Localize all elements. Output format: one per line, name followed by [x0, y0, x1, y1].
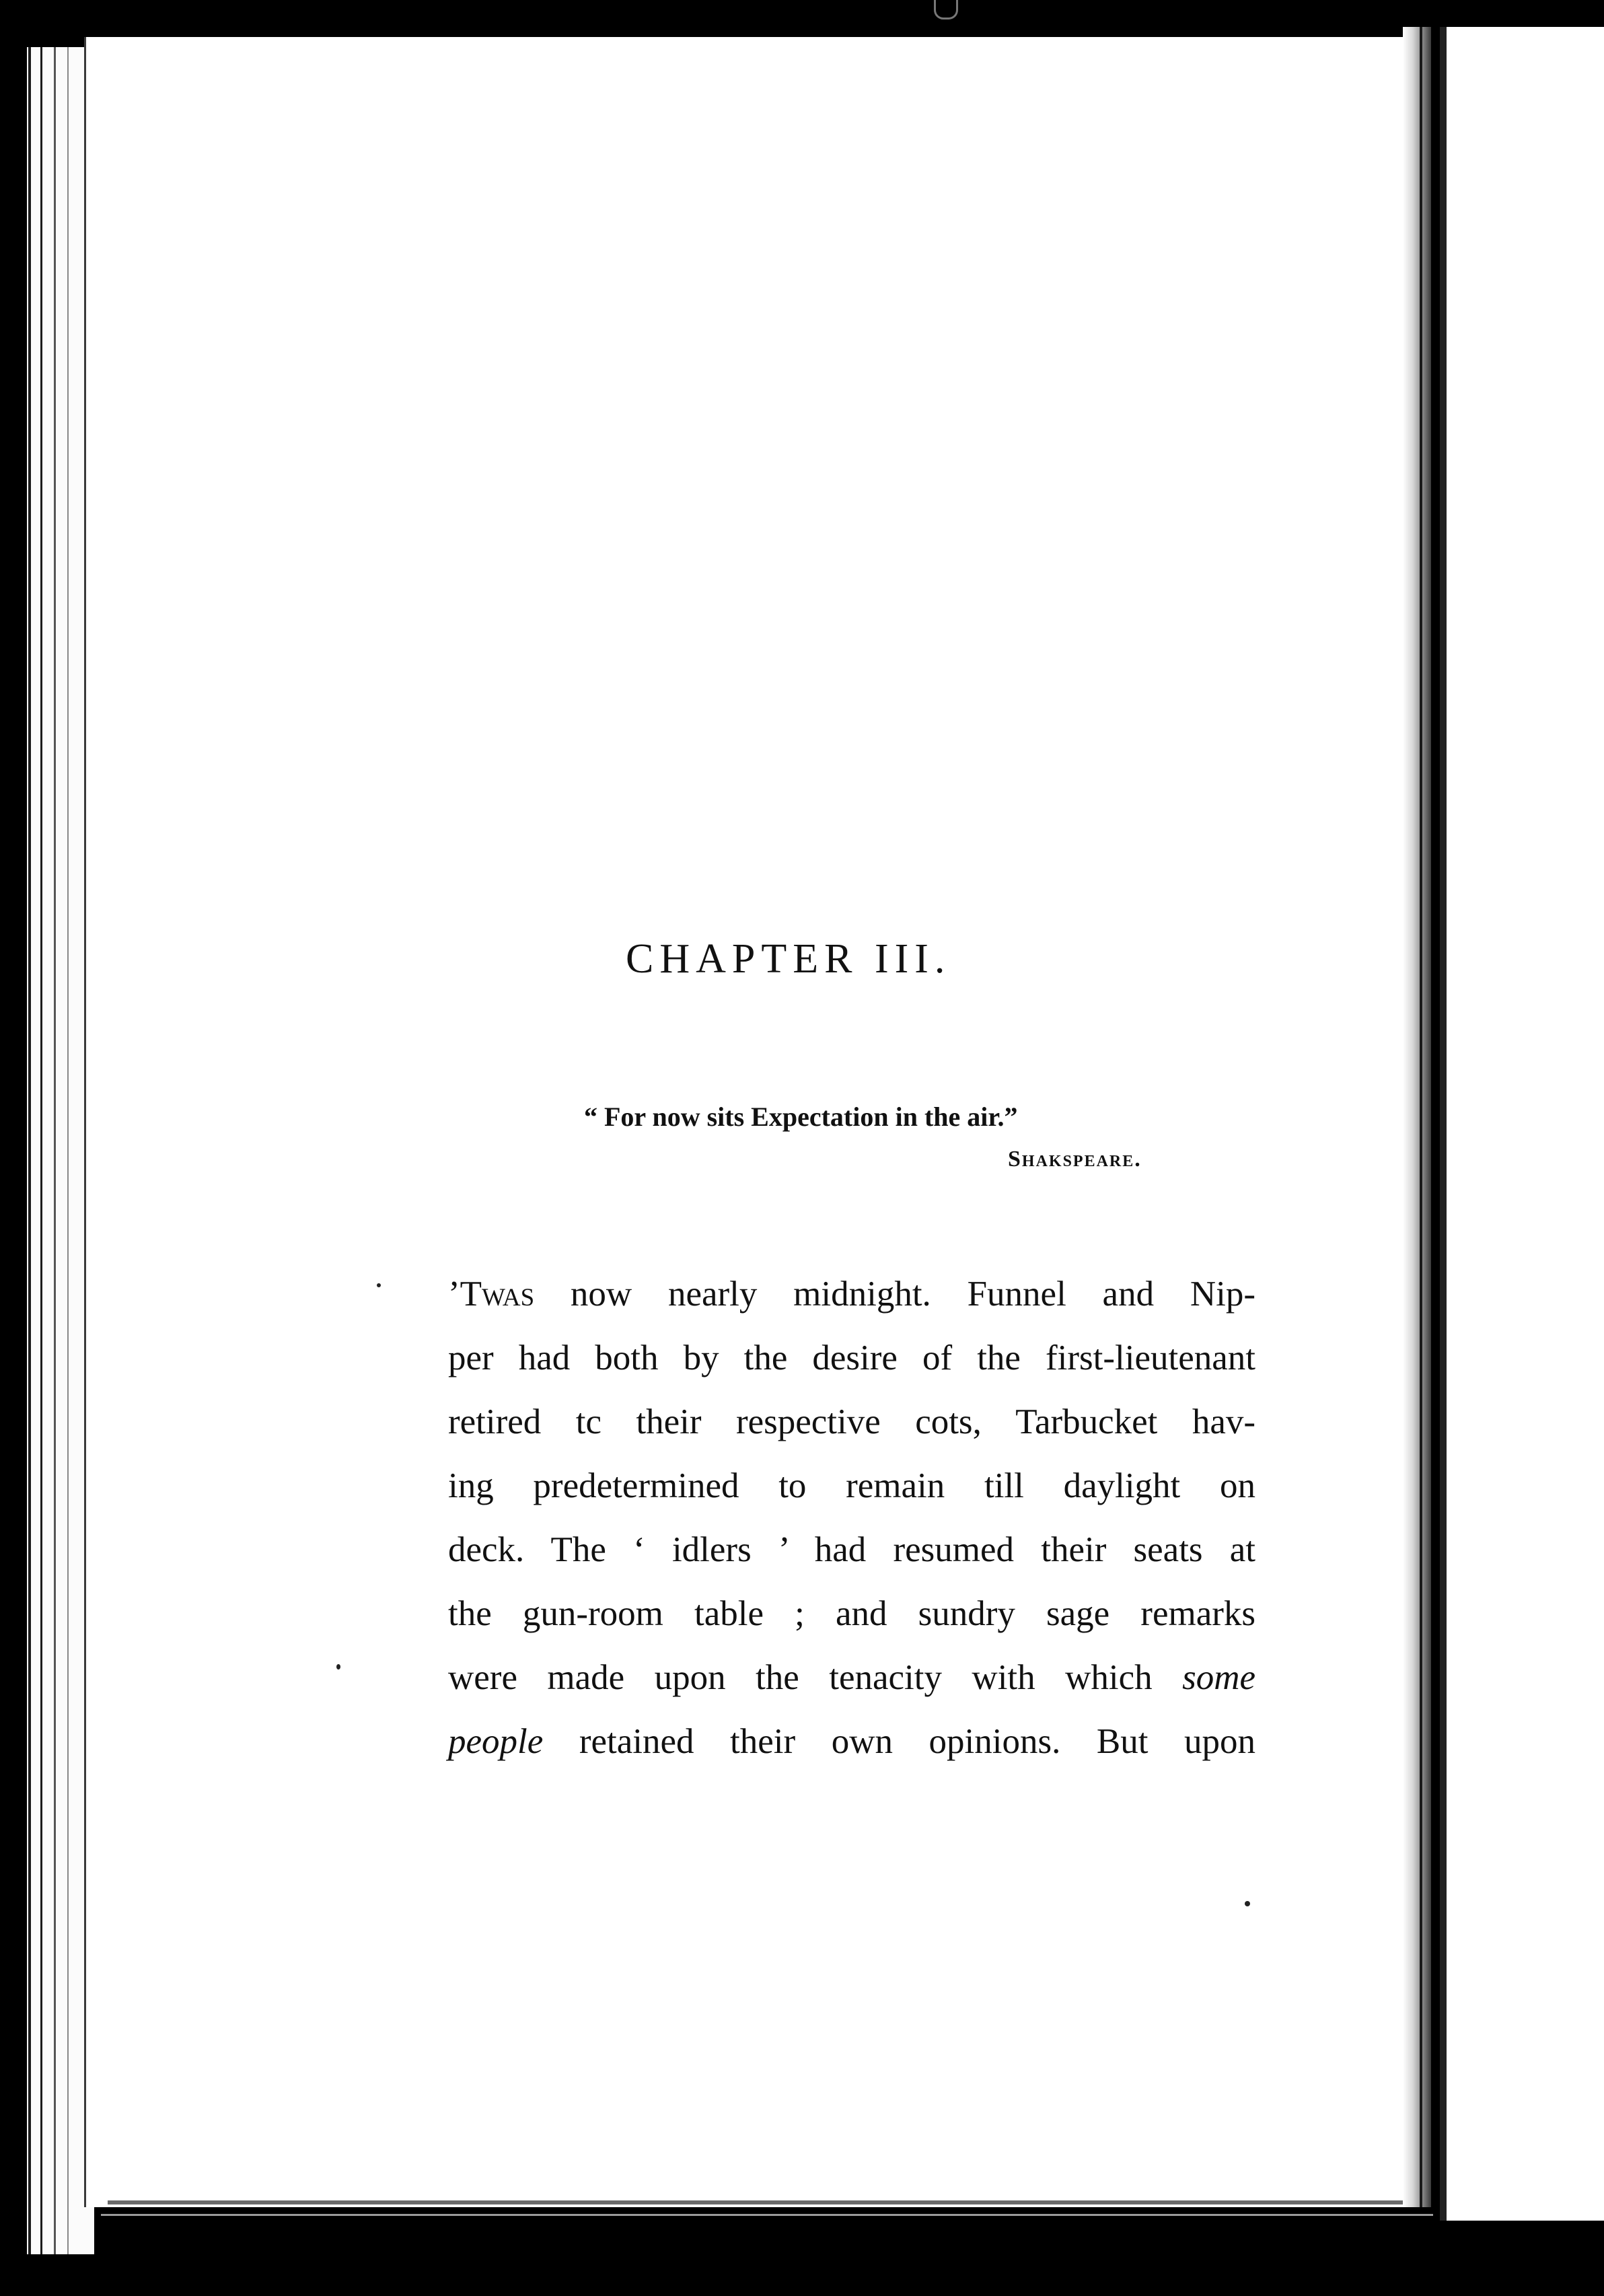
line-text: retained their own opinions. But upon	[543, 1722, 1255, 1761]
text-line: the gun-room table ; and sundry sage remarks	[448, 1594, 1255, 1633]
epigraph-quote: “ For now sits Expectation in the air.”	[584, 1102, 1018, 1132]
text-line: ing predetermined to remain till daylight on	[448, 1466, 1255, 1505]
epigraph-attribution: Shakspeare.	[1008, 1147, 1142, 1172]
opening-word: ’Twas	[448, 1275, 535, 1314]
line-text: now nearly midnight. Funnel and Nip-	[534, 1275, 1255, 1314]
book-spine-shadow	[1403, 27, 1431, 2207]
paper-speck	[377, 1283, 381, 1287]
next-page-edge	[1440, 27, 1447, 2221]
line-text: were made upon the tenacity with which	[448, 1658, 1183, 1697]
text-line	[448, 1721, 1255, 1785]
chapter-title: CHAPTER III.	[626, 936, 951, 982]
page-stack-line	[67, 47, 69, 2254]
facing-page	[1447, 27, 1604, 2221]
text-line	[448, 1657, 1255, 1721]
binding-mark	[934, 0, 958, 20]
body-paragraph	[448, 1274, 1255, 1785]
page-bottom-edge	[101, 2214, 1433, 2216]
text-line: retired tc their respective cots, Tarbucket hav-	[448, 1402, 1255, 1441]
paper-speck	[336, 1664, 340, 1670]
page-stack-line	[54, 47, 56, 2254]
emphasized-word: some	[1182, 1658, 1255, 1697]
text-line: deck. The ‘ idlers ’ had resumed their seats at	[448, 1530, 1255, 1569]
page-bottom-edge	[108, 2200, 1426, 2204]
emphasized-word: people	[448, 1722, 544, 1761]
page-stack-line	[28, 47, 31, 2254]
text-line	[448, 1274, 1255, 1338]
book-spine-line	[1420, 27, 1422, 2207]
text-line: per had both by the desire of the first-lieutenant	[448, 1338, 1255, 1377]
page-stack-line	[40, 47, 42, 2254]
paper-speck	[1245, 1901, 1250, 1906]
